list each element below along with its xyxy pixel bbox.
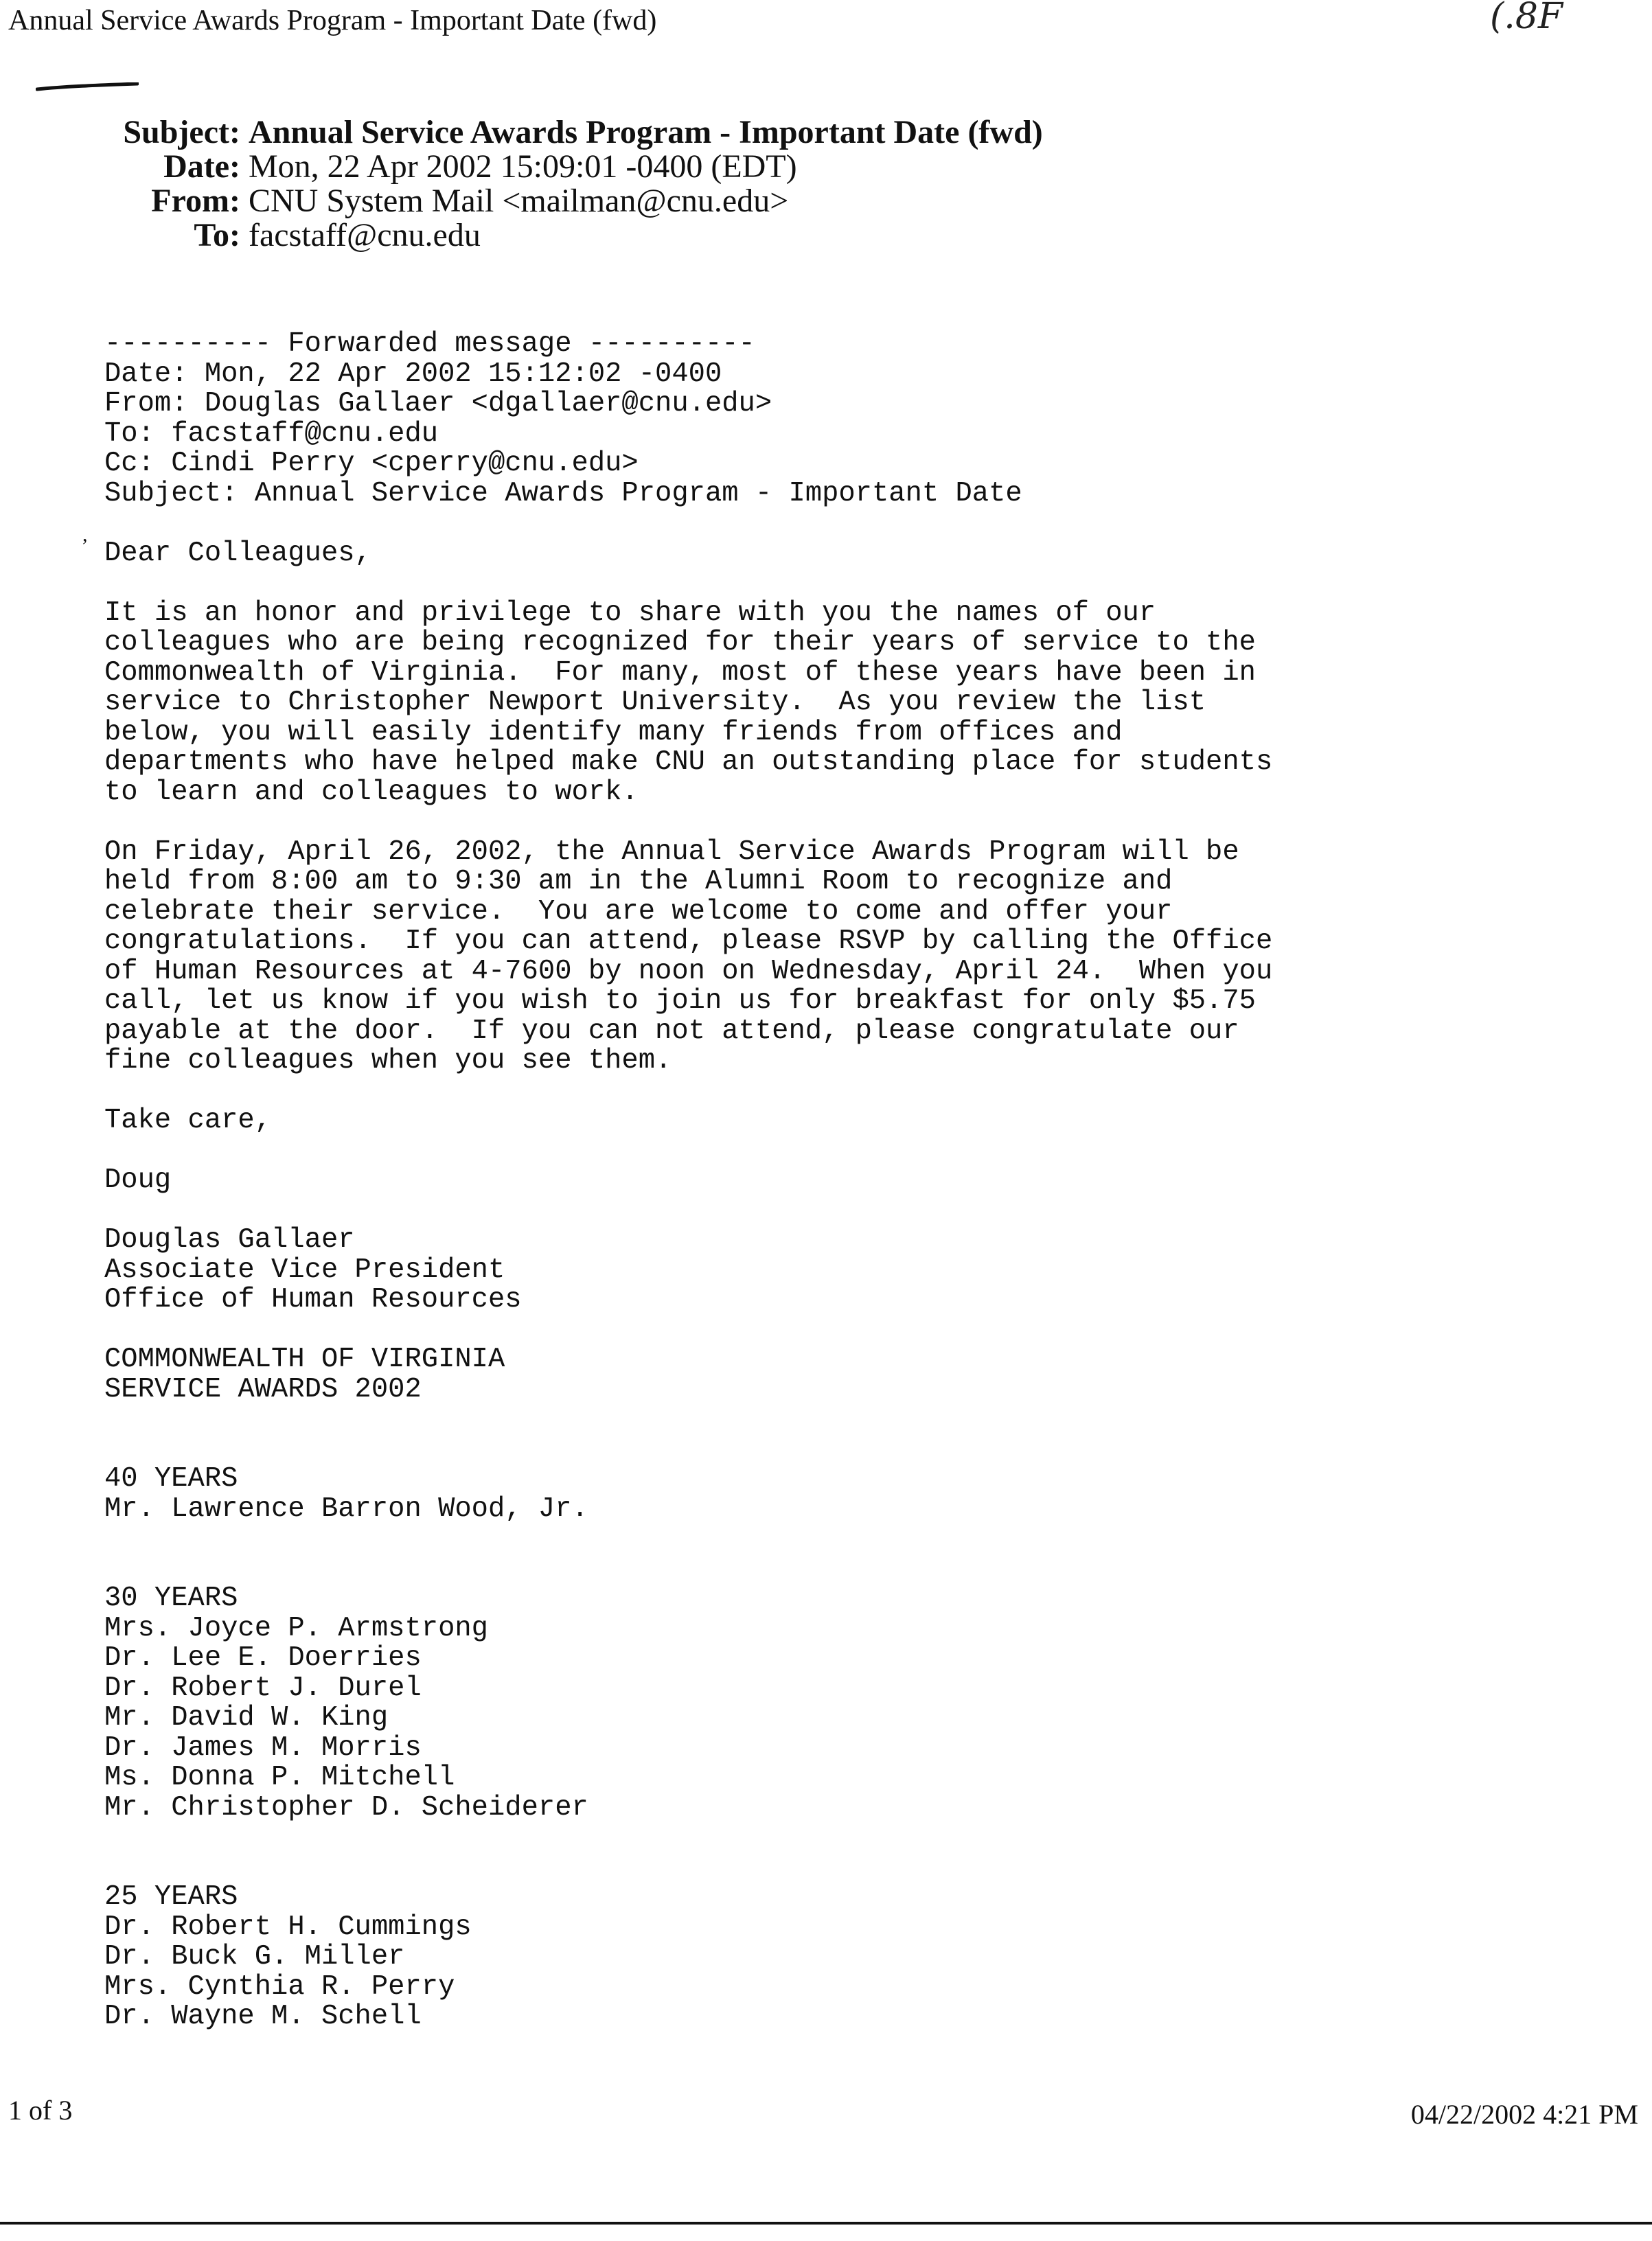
body-line: payable at the door. If you can not attend, please congratulate our (104, 1015, 1239, 1047)
body-line: 30 YEARS (104, 1583, 238, 1614)
body-line (104, 1405, 1581, 1435)
print-timestamp: 04/22/2002 4:21 PM (1410, 2099, 1638, 2130)
body-line (104, 509, 1581, 539)
body-line: Cc: Cindi Perry <cperry@cnu.edu> (104, 448, 639, 479)
body-line: Ms. Donna P. Mitchell (104, 1762, 455, 1793)
email-header-row (117, 218, 1043, 253)
body-line: Doug (104, 1164, 172, 1196)
email-header-value: Annual Service Awards Program - Important Date (fwd) (249, 114, 1043, 150)
body-line: of Human Resources at 4-7600 by noon on Wednesday, April 24. When you (104, 955, 1273, 987)
body-line (104, 1524, 1581, 1554)
body-line: ---------- Forwarded message ---------- (104, 328, 755, 360)
body-line: Dr. James M. Morris (104, 1732, 422, 1764)
body-line (104, 1196, 1581, 1226)
stray-mark: , (82, 523, 88, 546)
body-line: Subject: Annual Service Awards Program - Important Date (104, 477, 1022, 509)
message-body (104, 330, 1581, 2032)
body-line: SERVICE AWARDS 2002 (104, 1373, 422, 1405)
pen-stroke-mark (36, 82, 139, 92)
body-line: 25 YEARS (104, 1881, 238, 1913)
body-line: congratulations. If you can attend, please RSVP by calling the Office (104, 926, 1273, 957)
body-line (104, 1315, 1581, 1346)
body-line (104, 1077, 1581, 1107)
body-line: Mr. Christopher D. Scheiderer (104, 1791, 588, 1824)
body-line (104, 1823, 1581, 1853)
email-header-row (117, 184, 1043, 218)
body-line: Mrs. Joyce P. Armstrong (104, 1612, 488, 1644)
body-line: Dr. Robert H. Cummings (104, 1911, 472, 1943)
email-header-value: facstaff@cnu.edu (249, 217, 481, 253)
body-line: Dr. Buck G. Miller (104, 1941, 405, 1973)
handwritten-note: (.8F (1490, 0, 1563, 37)
body-line: 40 YEARS (104, 1463, 238, 1495)
body-line: Mr. Lawrence Barron Wood, Jr. (104, 1493, 588, 1525)
email-header-row (117, 115, 1043, 150)
body-line: Dr. Robert J. Durel (104, 1672, 422, 1704)
body-line: Douglas Gallaer (104, 1224, 355, 1256)
body-line: Dr. Wayne M. Schell (104, 2001, 422, 2032)
body-line: colleagues who are being recognized for their years of service to the (104, 627, 1256, 658)
email-header-key: Subject: (123, 114, 240, 150)
body-line: On Friday, April 26, 2002, the Annual Service Awards Program will be (104, 836, 1239, 868)
body-line: to learn and colleagues to work. (104, 776, 639, 808)
body-line (104, 568, 1581, 599)
body-line: Commonwealth of Virginia. For many, most of these years have been in (104, 656, 1256, 689)
body-line: It is an honor and privilege to share with you the names of our (104, 597, 1156, 629)
bottom-rule (0, 2222, 1652, 2225)
body-line: Take care, (104, 1105, 272, 1136)
email-header-key: To: (194, 217, 240, 253)
body-line: COMMONWEALTH OF VIRGINIA (104, 1344, 505, 1375)
print-header-title: Annual Service Awards Program - Important Date (fwd) (8, 5, 657, 36)
body-line (104, 1554, 1581, 1585)
body-line: To: facstaff@cnu.edu (104, 417, 439, 450)
body-line: held from 8:00 am to 9:30 am in the Alumni Room to recognize and (104, 866, 1173, 897)
body-line: Associate Vice President (104, 1254, 505, 1286)
email-header-value: Mon, 22 Apr 2002 15:09:01 -0400 (EDT) (249, 148, 797, 185)
body-line (104, 1853, 1581, 1883)
body-line (104, 1136, 1581, 1167)
email-header-key: Date: (163, 148, 240, 185)
page-number: 1 of 3 (8, 2095, 73, 2126)
body-line: fine colleagues when you see them. (104, 1045, 672, 1077)
email-header-value: CNU System Mail <mailman@cnu.edu> (249, 183, 789, 219)
body-line: From: Douglas Gallaer <dgallaer@cnu.edu> (104, 388, 772, 420)
body-line: Mr. David W. King (104, 1702, 389, 1734)
body-line: service to Christopher Newport University. As you review the list (104, 687, 1206, 718)
body-line: Office of Human Resources (104, 1284, 522, 1315)
email-header-block (117, 115, 1043, 253)
email-header-row (117, 150, 1043, 184)
body-line: below, you will easily identify many friends from offices and (104, 716, 1123, 748)
body-line (104, 807, 1581, 838)
body-line: Dear Colleagues, (104, 537, 371, 569)
body-line: Dr. Lee E. Doerries (104, 1642, 422, 1674)
body-line (104, 1435, 1581, 1465)
body-line: Mrs. Cynthia R. Perry (104, 1970, 455, 2003)
body-line: departments who have helped make CNU an outstanding place for students (104, 746, 1273, 778)
body-line: call, let us know if you wish to join us for breakfast for only $5.75 (104, 985, 1256, 1017)
email-header-key: From: (151, 183, 240, 219)
body-line: celebrate their service. You are welcome to come and offer your (104, 895, 1173, 928)
body-line: Date: Mon, 22 Apr 2002 15:12:02 -0400 (104, 358, 722, 390)
